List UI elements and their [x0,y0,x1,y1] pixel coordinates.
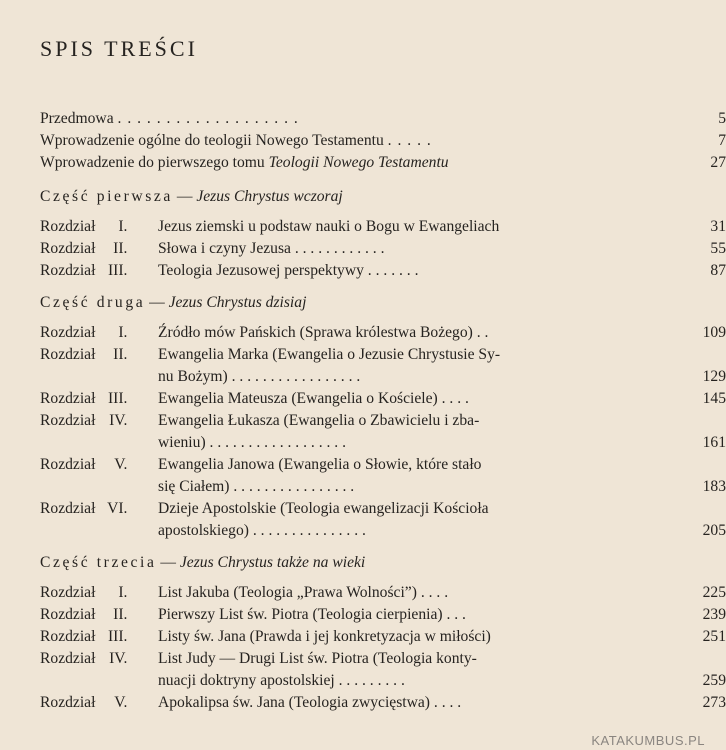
chapter-number: II. [113,240,128,257]
chapter-title: Ewangelia Marka (Ewangelia o Jezusie Chrystusie Sy- [158,346,501,363]
chapter-label [40,410,127,432]
chapter-label [40,648,127,670]
chapter-label [40,582,127,604]
page-number: 273 [702,694,726,711]
chapter-line [40,582,726,604]
part-subtitle: Jezus Chrystus dzisiaj [168,294,307,311]
chapter-title: się Ciałem) . . . . . . . . . . . . . . . . [158,478,355,495]
chapter-title: Słowa i czyny Jezusa . . . . . . . . . . . . [158,240,385,257]
page-number: 109 [702,324,726,341]
section-heading [40,552,365,574]
chapter-word: Rozdział [40,324,96,341]
chapter-title: Apokalipsa św. Jana (Teologia zwycięstwa) . . . . [158,694,462,711]
chapter-title: nuacji doktryny apostolskiej . . . . . . . . . [158,672,405,689]
part-label: Część trzecia [40,554,157,571]
page-number: 5 [718,110,726,127]
chapter-line [40,670,726,692]
chapter-word: Rozdział [40,262,96,279]
page-number: 183 [702,478,726,495]
page-number: 27 [710,154,726,171]
page-number: 205 [702,522,726,539]
page-number: 129 [702,368,726,385]
entry-title: Przedmowa [40,110,114,127]
chapter-title: Ewangelia Mateusza (Ewangelia o Kościele) . . . . [158,390,469,407]
chapter-line [40,322,726,344]
chapter-line [40,520,726,542]
chapter-word: Rozdział [40,240,96,257]
chapter-line [40,626,726,648]
toc-entry [40,152,726,174]
entry-title: Wprowadzenie ogólne do teologii Nowego Testamentu [40,132,384,149]
chapter-label [40,344,127,366]
chapter-word: Rozdział [40,628,96,645]
leader-dots: . . . . . [387,132,432,149]
chapter-label [40,322,127,344]
chapter-title: Źródło mów Pańskich (Sprawa królestwa Bożego) . . [158,324,489,341]
chapter-title: Listy św. Jana (Prawda i jej konkretyzacja w miłości) [158,628,491,645]
chapter-label [40,692,127,714]
chapter-label [40,216,127,238]
chapter-word: Rozdział [40,218,96,235]
chapter-title: apostolskiego) . . . . . . . . . . . . . . . [158,522,366,539]
chapter-line [40,432,726,454]
chapter-title: nu Bożym) . . . . . . . . . . . . . . . . . [158,368,361,385]
page-number: 31 [710,218,726,235]
page-number: 225 [702,584,726,601]
page-number: 87 [710,262,726,279]
part-subtitle: Jezus Chrystus wczoraj [196,188,343,205]
chapter-line [40,604,726,626]
chapter-number: I. [118,218,128,235]
chapter-line [40,260,726,282]
part-dash: — [172,188,197,205]
chapter-word: Rozdział [40,412,96,429]
chapter-line [40,692,726,714]
section-heading [40,186,343,208]
toc-entry [40,108,726,130]
entry-title: Wprowadzenie do pierwszego tomu [40,154,269,171]
chapter-word: Rozdział [40,606,96,623]
part-dash: — [145,294,169,311]
chapter-label [40,454,127,476]
leader-dots: . . . . . . . . . . . . . . . . . . . [117,110,299,127]
chapter-title: List Jakuba (Teologia „Prawa Wolności”) . . . . [158,584,449,601]
chapter-number: II. [113,606,128,623]
chapter-label [40,604,127,626]
chapter-label [40,388,127,410]
chapter-line [40,476,726,498]
page-number: 251 [702,628,726,645]
chapter-title: Ewangelia Janowa (Ewangelia o Słowie, które stało [158,456,482,473]
chapter-title: Dzieje Apostolskie (Teologia ewangelizacji Kościoła [158,500,489,517]
section-heading [40,292,306,314]
chapter-line [40,648,660,670]
page-number: 55 [710,240,726,257]
chapter-title: Teologia Jezusowej perspektywy . . . . . . . [158,262,419,279]
chapter-line [40,454,660,476]
chapter-line [40,410,660,432]
chapter-word: Rozdział [40,694,96,711]
watermark: KATAKUMBUS.PL [591,733,705,748]
chapter-line [40,366,726,388]
chapter-number: III. [107,390,128,407]
chapter-number: IV. [109,412,128,429]
chapter-word: Rozdział [40,584,96,601]
chapter-label [40,238,127,260]
chapter-word: Rozdział [40,500,96,517]
chapter-title: Jezus ziemski u podstaw nauki o Bogu w Ewangeliach [158,218,500,235]
chapter-label [40,626,127,648]
chapter-word: Rozdział [40,390,96,407]
chapter-title: Ewangelia Łukasza (Ewangelia o Zbawicielu i zba- [158,412,480,429]
chapter-number: I. [118,324,128,341]
chapter-number: I. [118,584,128,601]
chapter-label [40,498,127,520]
page-number: 239 [702,606,726,623]
chapter-word: Rozdział [40,456,96,473]
chapter-number: V. [114,694,128,711]
chapter-number: III. [107,262,128,279]
part-dash: — [156,554,180,571]
chapter-number: IV. [109,650,128,667]
part-label: Część druga [40,294,146,311]
chapter-line [40,216,726,238]
entry-title-italic: Teologii Nowego Testamentu [268,154,449,171]
page-title: SPIS TREŚCI [40,36,198,61]
page-number: 161 [702,434,726,451]
chapter-title: List Judy — Drugi List św. Piotra (Teologia konty- [158,650,477,667]
chapter-line [40,388,726,410]
page-number: 145 [702,390,726,407]
chapter-number: III. [107,628,128,645]
chapter-title: Pierwszy List św. Piotra (Teologia cierpienia) . . . [158,606,466,623]
toc-entry [40,130,726,152]
chapter-line [40,344,660,366]
part-label: Część pierwsza [40,188,173,205]
chapter-title: wieniu) . . . . . . . . . . . . . . . . . . [158,434,346,451]
page-number: 259 [702,672,726,689]
chapter-word: Rozdział [40,650,96,667]
chapter-line [40,498,660,520]
part-subtitle: Jezus Chrystus także na wieki [179,554,366,571]
chapter-number: II. [113,346,128,363]
chapter-word: Rozdział [40,346,96,363]
chapter-number: V. [114,456,128,473]
chapter-number: VI. [107,500,128,517]
page-number: 7 [718,132,726,149]
chapter-label [40,260,127,282]
chapter-line [40,238,726,260]
